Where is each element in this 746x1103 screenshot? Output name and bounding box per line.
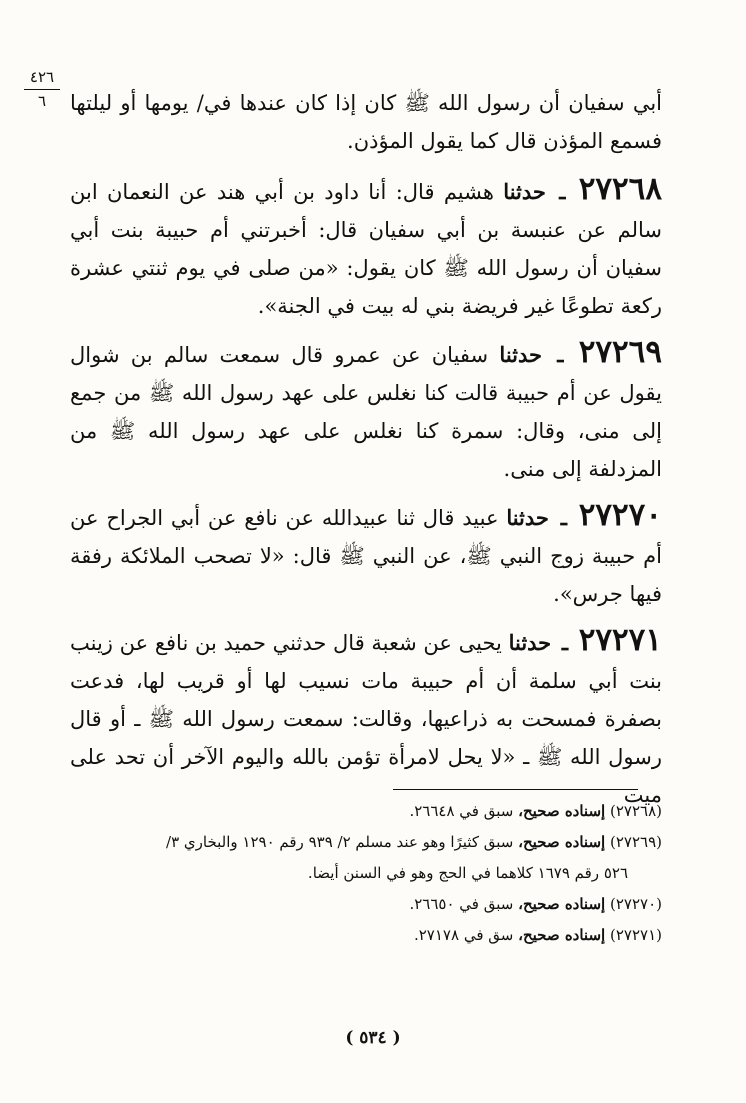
- footnote: [70, 796, 662, 827]
- footnote: [70, 920, 662, 951]
- hadith-text: يحيى عن شعبة قال حدثني حميد بن نافع عن زينب بنت أبي سلمة أن أم حبيبة مات نسيب لها أو قريب لها، فدعت بصفرة فمسحت به ذراعيها، وقالت: سمعت رسول الله ﷺ ـ أو قال رسول الله ﷺ ـ «لا يحل لامرأة تؤمن بالله واليوم الآخر أن تحد على ميت: [70, 631, 662, 807]
- page-number: ( ٥٣٤ ): [345, 1028, 401, 1048]
- main-text: [70, 84, 662, 822]
- hadith-text: هشيم قال: أنا داود بن أبي هند عن النعمان ابن سالم عن عنبسة بن أبي سفيان قال: أخبرتني أم حبيبة بنت أبي سفيان أن رسول الله ﷺ كان يقول: «من صلى في يوم ثنتي عشرة ركعة تطوعًا غير فريضة بني له بيت في الجنة».: [70, 180, 662, 318]
- footnote: [70, 827, 662, 858]
- hadith-keyword: حدثنا: [508, 630, 552, 655]
- hadith-entry: [70, 333, 662, 488]
- footnote-text: سبق في ٢٦٦٤٨.: [409, 802, 514, 820]
- continued-line-2: المؤذن قال كما يقول المؤذن.: [347, 129, 604, 153]
- footnote-grade: إسناده صحيح،: [518, 895, 606, 913]
- hadith-text: سفيان عن عمرو قال سمعت سالم بن شوال يقول عن أم حبيبة قالت كنا نغلس على عهد رسول الله ﷺ من جمع إلى منى، وقال: سمرة كنا نغلس على عهد رسول الله ﷺ من المزدلفة إلى منى.: [70, 343, 662, 481]
- hadith-number: ٢٧٢٧٠: [578, 497, 662, 533]
- footnote-text: ٥٢٦ رقم ١٦٧٩ كلاهما في الحج وهو في السنن أيضا.: [307, 864, 628, 882]
- footnote-number: (٢٧٢٧١): [609, 926, 662, 944]
- reference-part-number: ٦: [37, 92, 47, 110]
- footnote-number: (٢٧٢٧٠): [609, 895, 662, 913]
- footnote-number: (٢٧٢٦٨): [609, 802, 662, 820]
- footnote-grade: إسناده صحيح،: [518, 926, 606, 944]
- footnote-number: (٢٧٢٦٩): [609, 833, 662, 851]
- footnote-text: سبق في ٢٦٦٥٠.: [409, 895, 514, 913]
- footnote: [70, 889, 662, 920]
- hadith-entry: [70, 621, 662, 814]
- footnote-grade: إسناده صحيح،: [518, 833, 606, 851]
- entry-dash: ـ: [561, 630, 569, 655]
- hadith-number: ٢٧٢٧١: [578, 622, 662, 658]
- footnotes: [70, 796, 662, 951]
- hadith-keyword: حدثنا: [499, 342, 543, 367]
- continued-line-1: أبي سفيان أن رسول الله ﷺ كان إذا كان عندها في/ يومها أو ليلتها فسمع: [70, 91, 662, 153]
- footnote-text: سق في ٢٧١٧٨.: [413, 926, 514, 944]
- footnote-text: سبق كثيرًا وهو عند مسلم ٢/ ٩٣٩ رقم ١٢٩٠ والبخاري ٣/: [166, 833, 514, 851]
- footnote-grade: إسناده صحيح،: [518, 802, 606, 820]
- edition-page-reference: [22, 68, 62, 110]
- hadith-text: عبيد قال ثنا عبيدالله عن نافع عن أبي الجراح عن أم حبيبة زوج النبي ﷺ، عن النبي ﷺ قال: «لا تصحب الملائكة رفقة فيها جرس».: [70, 506, 662, 606]
- hadith-number: ٢٧٢٦٩: [578, 334, 662, 370]
- hadith-entry: [70, 170, 662, 325]
- entry-dash: ـ: [557, 342, 564, 367]
- hadith-number: ٢٧٢٦٨: [578, 171, 662, 207]
- hadith-entry: [70, 496, 662, 613]
- hadith-keyword: حدثنا: [506, 505, 549, 530]
- entry-dash: ـ: [559, 179, 566, 204]
- reference-divider: [24, 89, 60, 90]
- footnote-continuation: [70, 858, 662, 889]
- continued-paragraph: [70, 84, 662, 160]
- reference-page-number: ٤٢٦: [29, 68, 55, 86]
- entry-dash: ـ: [560, 505, 567, 530]
- footnote-separator: [393, 789, 638, 790]
- hadith-keyword: حدثنا: [503, 179, 546, 204]
